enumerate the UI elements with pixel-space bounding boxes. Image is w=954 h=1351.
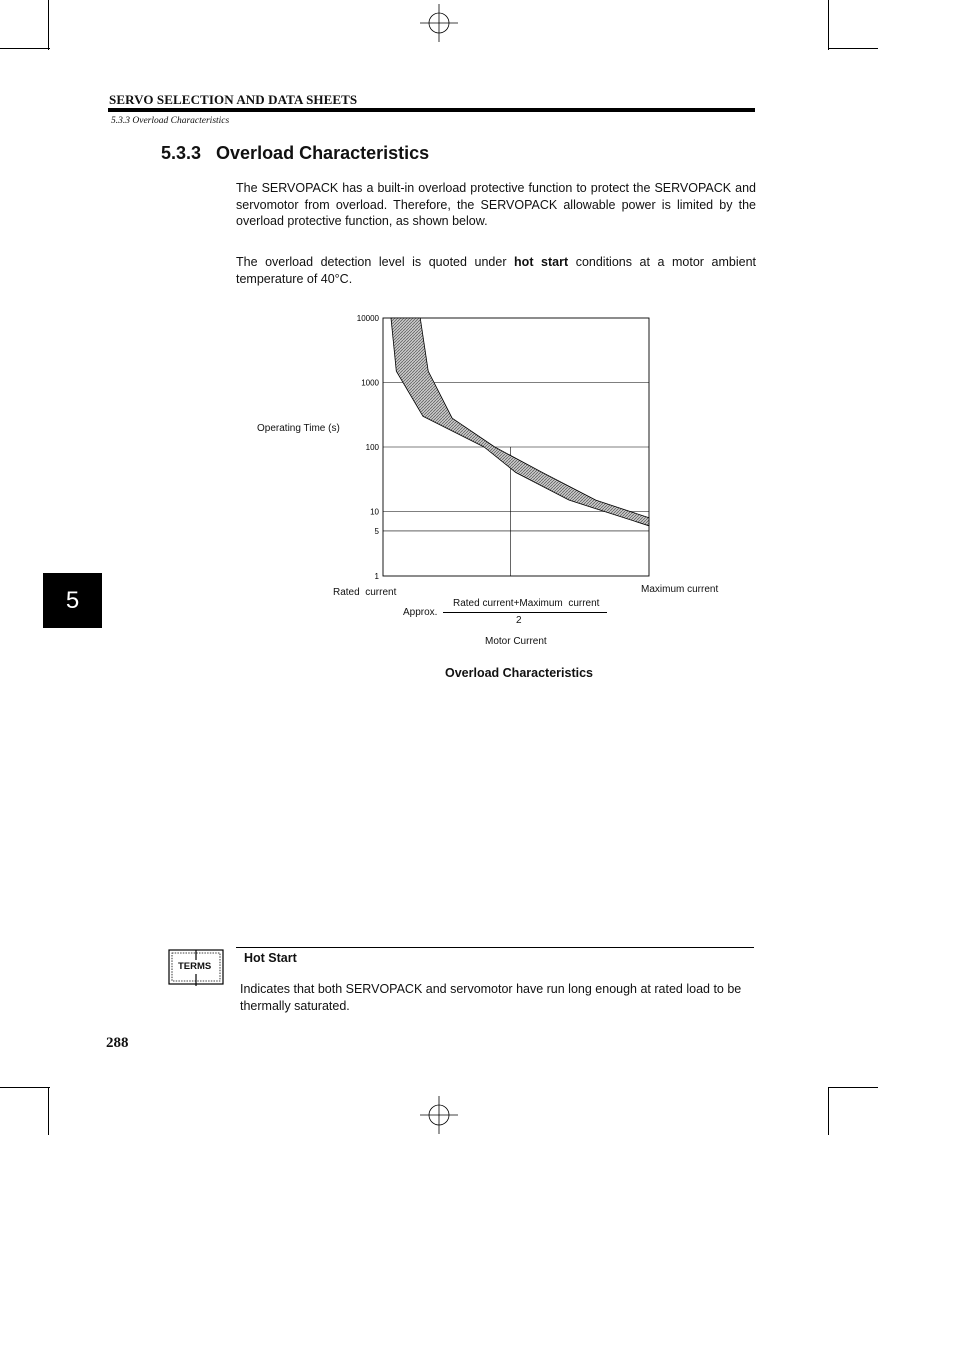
header-rule [108, 108, 755, 112]
running-header-subtitle: 5.3.3 Overload Characteristics [111, 116, 230, 126]
crop-mark [48, 1087, 49, 1135]
crop-mark [0, 1087, 50, 1088]
terms-heading: Hot Start [244, 951, 297, 965]
registration-mark-icon [420, 4, 458, 42]
x-tick-maximum-current: Maximum current [641, 584, 719, 595]
page-number: 288 [106, 1035, 129, 1051]
crop-mark [828, 1087, 829, 1135]
chart-caption: Overload Characteristics [445, 666, 593, 680]
crop-mark [0, 48, 50, 49]
terms-rule [236, 947, 754, 948]
y-tick-label: 10000 [356, 314, 379, 323]
x-tick-middle-numerator: Rated current+Maximum current [453, 598, 600, 609]
intro-paragraph: The SERVOPACK has a built-in overload protective function to protect the SERVOPACK and servomotor from overload. Therefore, the SERVOPACK allowable power is limited by the overload protective function, as shown below. [236, 181, 756, 228]
crop-mark [828, 48, 878, 49]
crop-mark [828, 1087, 878, 1088]
para2-text-end: conditions at a motor ambient temperature of 40°C. [236, 255, 756, 286]
x-axis-label: Motor Current [485, 636, 547, 647]
y-axis-label: Operating Time (s) [257, 423, 340, 434]
para2-text: The overload detection level is quoted under [236, 255, 515, 269]
x-tick-approx: Approx. [403, 607, 438, 618]
y-tick-label: 1000 [361, 378, 379, 388]
hot-start-term: hot start [514, 255, 569, 269]
chapter-tab: 5 [43, 573, 102, 628]
crop-mark [48, 0, 49, 50]
y-tick-label: 1 [374, 572, 379, 581]
y-tick-label: 5 [374, 526, 379, 536]
crop-mark [828, 0, 829, 50]
terms-icon-label: TERMS [178, 961, 212, 972]
running-header-title: SERVO SELECTION AND DATA SHEETS [109, 92, 358, 107]
section-title: 5.3.3 Overload Characteristics [161, 143, 430, 163]
registration-mark-icon [420, 1096, 458, 1134]
fraction-bar [443, 612, 607, 613]
y-tick-label: 100 [365, 443, 379, 452]
terms-body: Indicates that both SERVOPACK and servomotor have run long enough at rated load to be thermally saturated. [240, 982, 742, 1013]
x-tick-rated-current: Rated current [333, 587, 397, 598]
overload-band [391, 318, 649, 526]
overload-chart [340, 310, 660, 585]
x-tick-middle-denominator: 2 [516, 615, 522, 626]
hot-start-paragraph [236, 254, 756, 287]
y-tick-label: 10 [370, 507, 379, 517]
